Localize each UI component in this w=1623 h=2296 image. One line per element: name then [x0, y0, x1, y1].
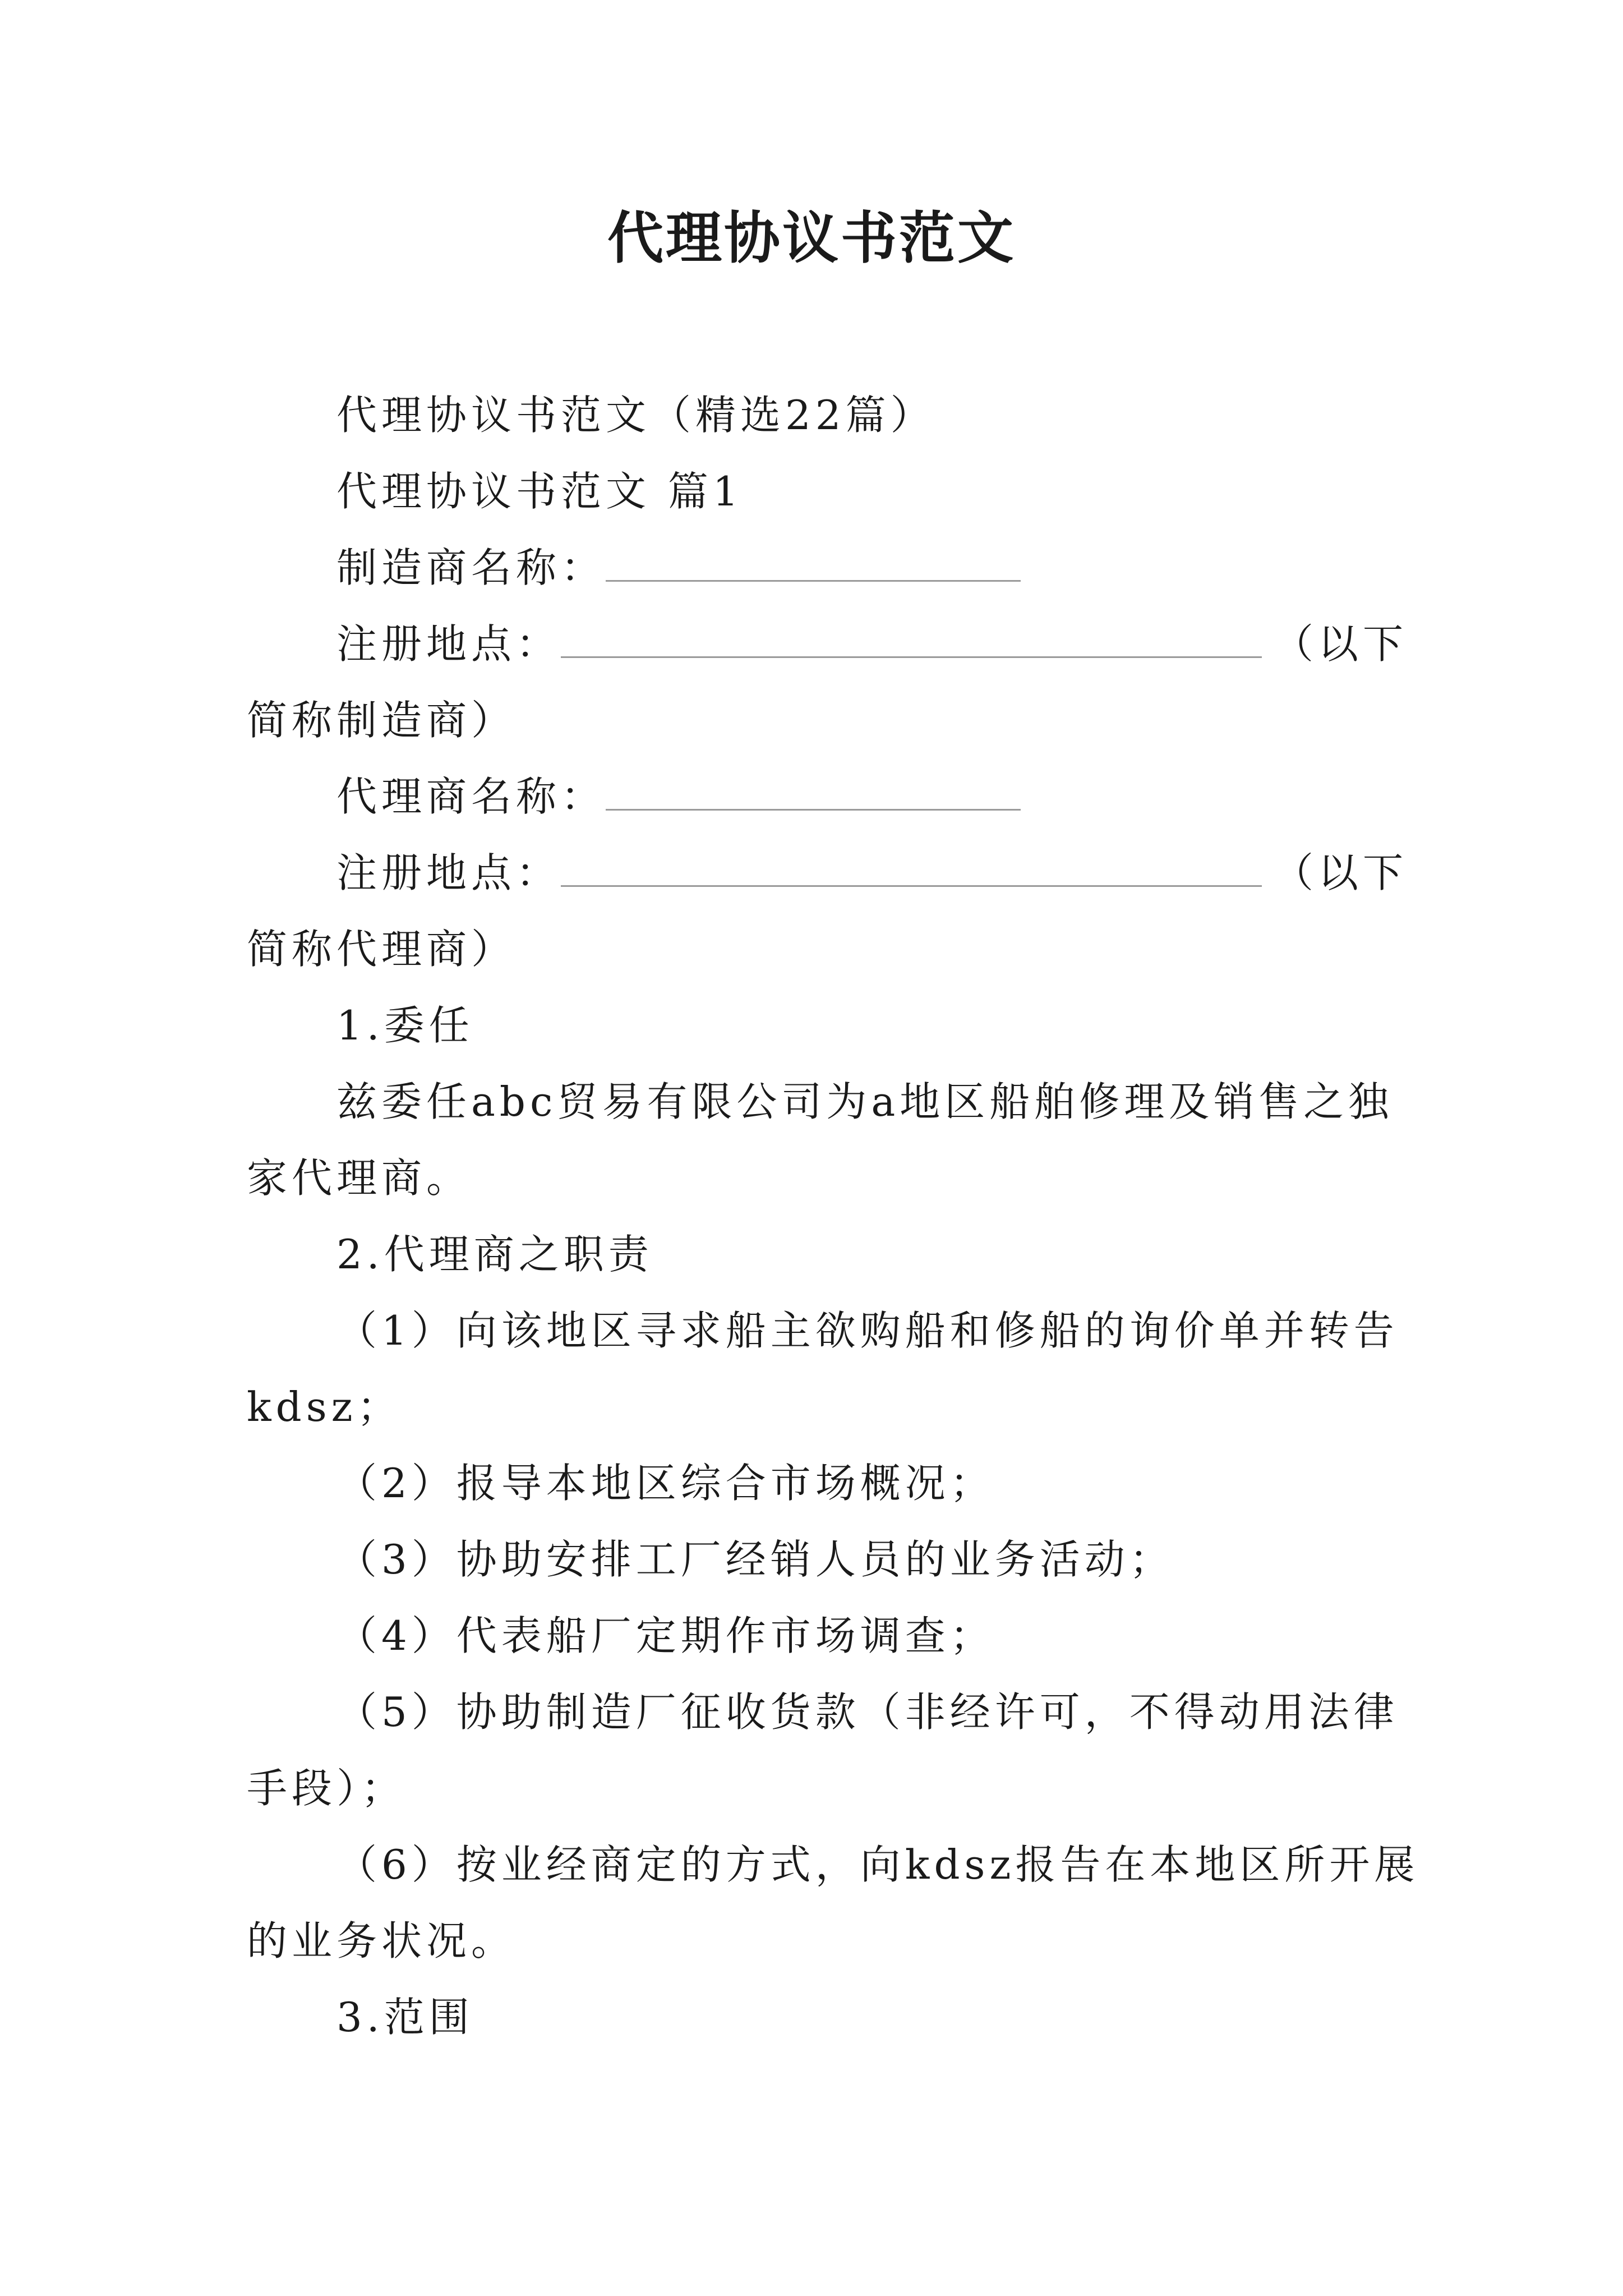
clause-2-heading: 2.代理商之职责: [336, 1231, 653, 1278]
registered-address-row-1: [336, 616, 1408, 672]
clause-1-heading: 1.委任: [336, 1002, 474, 1049]
registered-address-blank-2: [561, 845, 1262, 887]
duty-1-line2: kdsz；: [247, 1383, 402, 1430]
abbrev-close-2: 简称代理商）: [247, 926, 517, 973]
document-title: 代理协议书范文: [607, 205, 1016, 271]
duty-3: （3）协助安排工厂经销人员的业务活动；: [336, 1536, 1174, 1583]
clause-1-text-line1: 兹委任abc贸易有限公司为a地区船舶修理及销售之独: [336, 1078, 1394, 1125]
agent-name-label: 代理商名称：: [336, 773, 606, 820]
duty-5-line1: （5）协助制造厂征收货款（非经许可，不得动用法律: [336, 1688, 1399, 1736]
manufacturer-name-blank: [606, 540, 1021, 582]
duty-1-line1: （1）向该地区寻求船主欲购船和修船的询价单并转告: [336, 1307, 1399, 1354]
document-subtitle: 代理协议书范文（精选22篇）: [336, 392, 935, 439]
registered-address-label-1: 注册地点：: [336, 620, 561, 668]
duty-2: （2）报导本地区综合市场概况；: [336, 1460, 995, 1507]
abbrev-close-1: 简称制造商）: [247, 697, 517, 744]
duty-6-line1: （6）按业经商定的方式，向kdsz报告在本地区所开展: [336, 1841, 1419, 1888]
manufacturer-name-row: [336, 540, 1021, 596]
registered-address-blank-1: [561, 616, 1262, 658]
duty-4: （4）代表船厂定期作市场调查；: [336, 1612, 995, 1659]
agent-name-blank: [606, 769, 1021, 811]
registered-address-label-2: 注册地点：: [336, 849, 561, 896]
duty-5-line2: 手段）；: [247, 1765, 407, 1812]
manufacturer-name-label: 制造商名称：: [336, 544, 606, 591]
clause-3-heading: 3.范围: [336, 1994, 474, 2041]
agent-name-row: [336, 769, 1021, 825]
abbrev-open-1: （以下: [1273, 620, 1408, 668]
duty-6-line2: 的业务状况。: [247, 1917, 517, 1964]
clause-1-text-line2: 家代理商。: [247, 1154, 472, 1202]
registered-address-row-2: [336, 845, 1408, 901]
section-heading: 代理协议书范文 篇1: [336, 468, 743, 515]
abbrev-open-2: （以下: [1273, 849, 1408, 896]
